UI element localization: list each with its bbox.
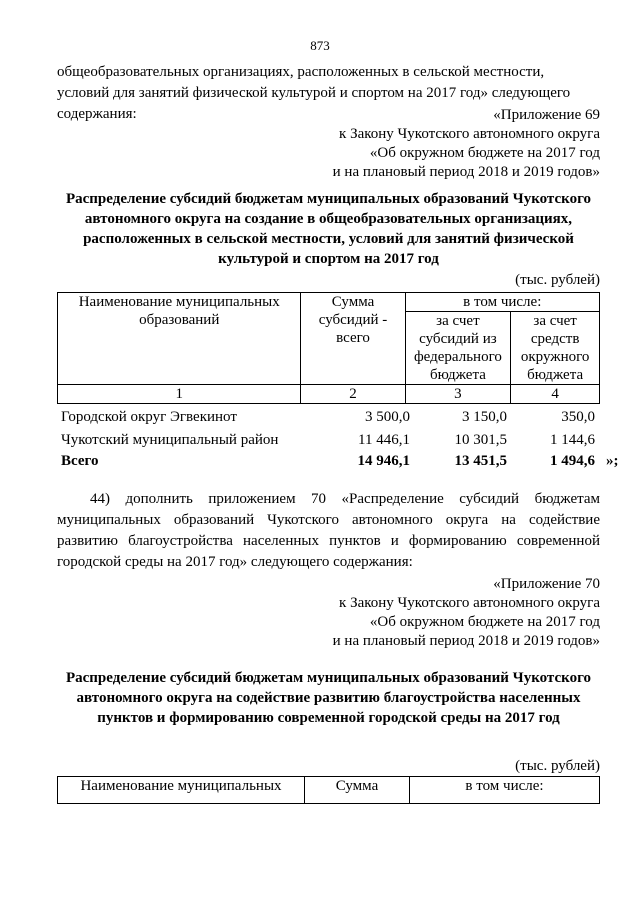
header-including-cell: в том числе: [410, 777, 600, 804]
appendix-69-reference [333, 106, 600, 182]
table-2-title: Распределение субсидий бюджетам муниципальных образований Чукотского автономного округа на содействие развитию благоустройства населенных пунктов и формированию современной городской среды на 2017 год [65, 670, 592, 726]
header-name-cell: Наименование муниципальных образований [58, 293, 301, 385]
column-number-2: 2 [301, 385, 405, 404]
header-federal-cell: за счет субсидий из федерального бюджета [405, 312, 511, 385]
subsidy-table-2-header [57, 776, 600, 804]
table-1-units: (тыс. рублей) [515, 272, 600, 288]
total-federal: 13 451,5 [454, 453, 507, 469]
header-sum-cell: Сумма [305, 777, 410, 804]
table-1-title: Распределение субсидий бюджетам муниципальных образований Чукотского автономного округа на создание в общеобразовательных организациях, расположенных в сельской местности, условий для занятий физической культурой и спортом на 2017 год [65, 191, 592, 267]
total-name: Всего [61, 453, 99, 469]
intro-paragraph: общеобразовательных организациях, расположенных в сельской местности, условий для занятий физической культурой и спортом на 2017 год» следующего содержания: [57, 64, 571, 122]
row-total: 3 500,0 [365, 409, 410, 425]
appendix-line: «Об окружном бюджете на 2017 год [369, 145, 600, 161]
header-okrug-cell: за счет средств окружного бюджета [511, 312, 600, 385]
appendix-line: к Закону Чукотского автономного округа [339, 595, 600, 611]
header-sum-cell: Сумма субсидий - всего [301, 293, 405, 385]
subsidy-table-1-body [57, 407, 619, 471]
row-total: 11 446,1 [358, 432, 410, 448]
row-federal: 3 150,0 [462, 409, 507, 425]
row-name: Чукотский муниципальный район [61, 432, 279, 448]
appendix-line: «Приложение 70 [493, 576, 600, 592]
column-number-4: 4 [511, 385, 600, 404]
row-federal: 10 301,5 [454, 432, 507, 448]
item-44-paragraph: 44) дополнить приложением 70 «Распределение субсидий бюджетам муниципальных образований Чукотского автономного округа на содействие развитию благоустройства населенных пунктов и формированию современной городской среды на 2017 год» следующего содержания: [57, 491, 600, 570]
total-row [57, 451, 619, 471]
appendix-line: и на плановый период 2018 и 2019 годов» [332, 164, 600, 180]
total-okrug: 1 494,6 [550, 453, 595, 469]
header-name-cell: Наименование муниципальных [58, 777, 305, 804]
row-okrug: 1 144,6 [550, 432, 595, 448]
table-row [57, 430, 600, 450]
column-number-3: 3 [405, 385, 511, 404]
row-name: Городской округ Эгвекинот [61, 409, 237, 425]
appendix-line: «Об окружном бюджете на 2017 год [369, 614, 600, 630]
appendix-line: к Закону Чукотского автономного округа [339, 126, 600, 142]
appendix-line: «Приложение 69 [493, 107, 600, 123]
table-2-units: (тыс. рублей) [515, 758, 600, 774]
header-including-cell: в том числе: [405, 293, 599, 312]
table-row [57, 407, 600, 427]
column-number-1: 1 [58, 385, 301, 404]
row-okrug: 350,0 [561, 409, 595, 425]
page-number: 873 [310, 38, 330, 53]
appendix-70-reference [333, 575, 600, 651]
total-sum: 14 946,1 [357, 453, 410, 469]
subsidy-table-1-header [57, 292, 600, 404]
closing-quote: »; [606, 453, 619, 469]
appendix-line: и на плановый период 2018 и 2019 годов» [332, 633, 600, 649]
